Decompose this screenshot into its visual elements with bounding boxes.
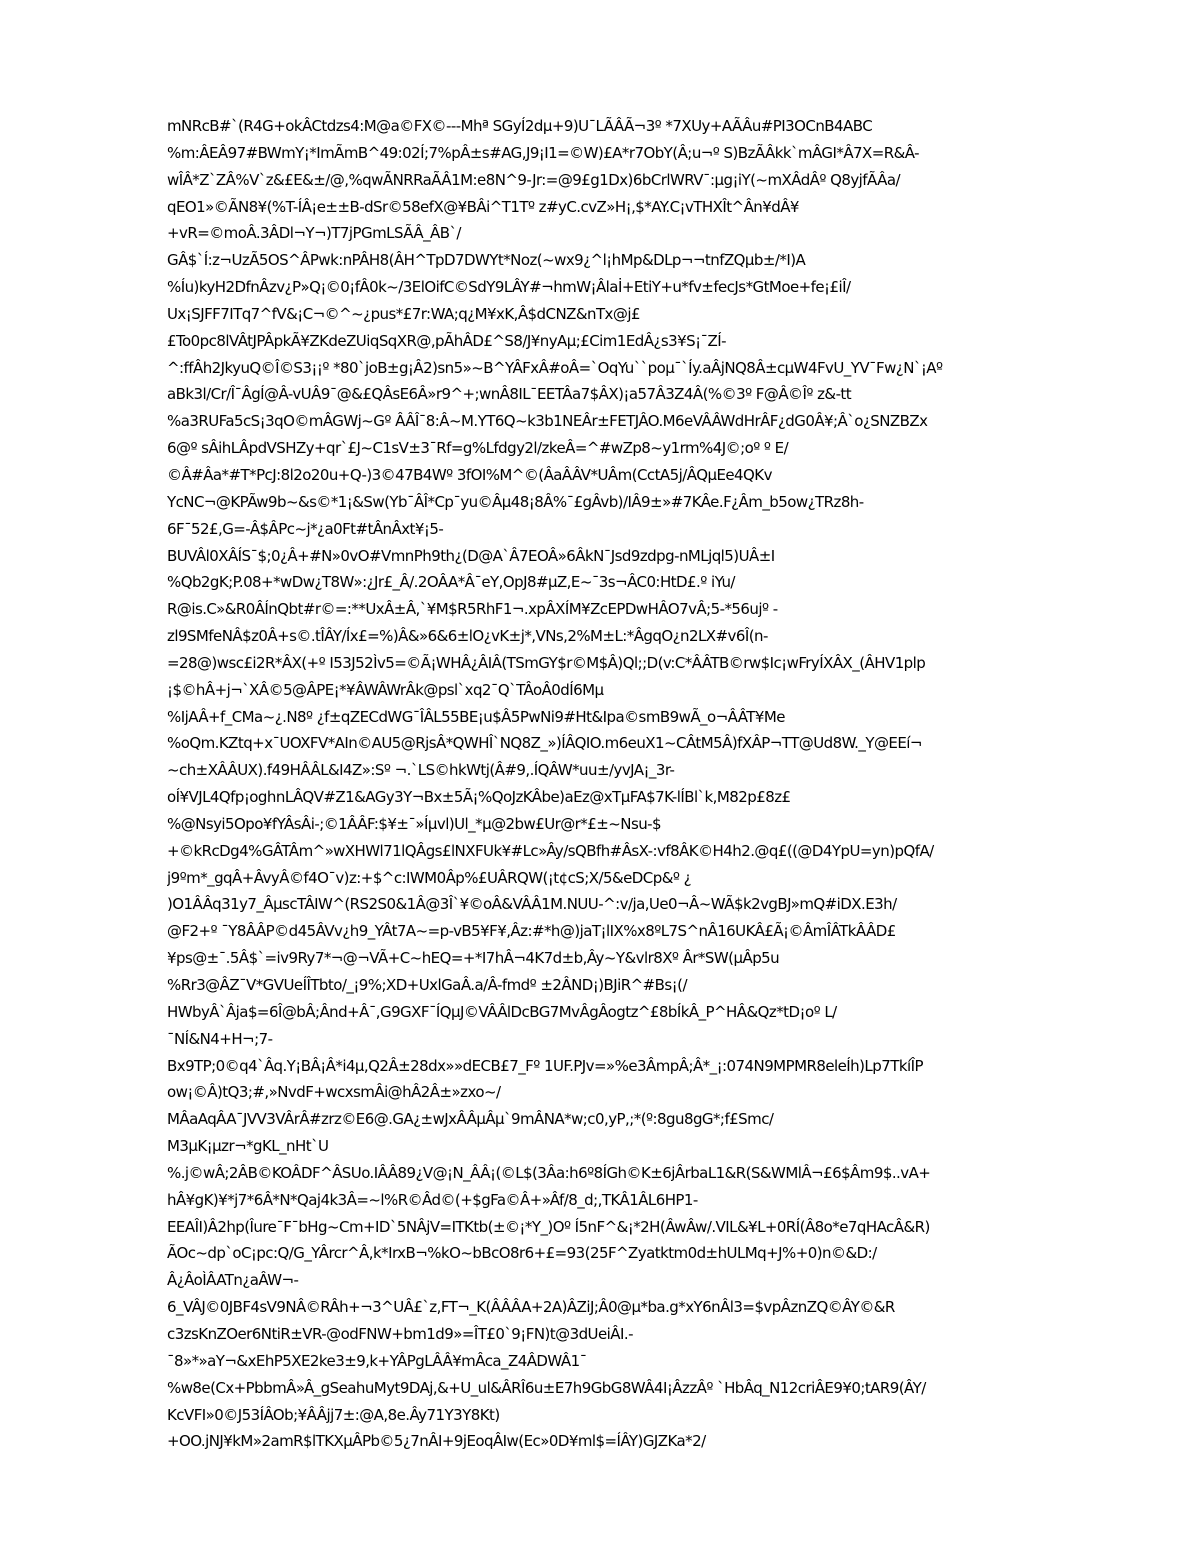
text-line: %Rr3@ÂZ¯V*GVUeÍÎTbto/_¡9%;XD+UxlGaÂ.a/Â-fmdº ±2ÂND¡)BJiR^#Bs¡(/: [167, 976, 687, 994]
text-line: ¥ps@±¯.5Â$`=iv9Ry7*¬@¬VÃ+C~hEQ=+*I7hÂ¬4K7d±b,Ây~Y&vlr8Xº Âr*SW(µÂp5u: [167, 949, 780, 968]
text-line: %a3RUFa5cS¡3qO©mÂGWj~Gº ÂÂÎ¯8:Â~M.YT6Q~k3b1NEÂr±FETJÂO.M6eVÂÂWdHrÂF¿dG0Â¥;Â`o¿SNZBZx: [167, 412, 928, 431]
text-line: hÂ¥gK)¥*j7*6Â*N*Qaj4k3Â=~l%R©Âd©(+$gFa©Â+»Âf/8_d;,TKÂ1ÂL6HP1-: [167, 1190, 698, 1209]
text-line: %oQm.KZtq+x¯UOXFV*AIn©AU5@RjsÂ*QWHÎ`NQ8Z_»)ÍÂQIO.m6euX1~CÂtM5Â)fXÂP¬TT@Ud8W._Y@EEí¬: [167, 734, 922, 753]
text-line: =28@)wsc£i2R*ÂX(+º I53J52Ìv5=©Ã¡WHÂ¿ÂIÂ(TSmGY$r©M$Â)Ql;;D(v:C*ÂÂTB©rw$Ic¡wFryÍXÂX_(ÂHV1plp: [167, 653, 926, 672]
text-line: ¯NÍ&N4+H¬;7-: [167, 1029, 273, 1048]
text-line: zl9SMfeNÂ$z0Â+s©.tÎÂY/Íx£=%)Â&»6&6±lO¿vK±j*,VNs,2%M±L:*ÂgqO¿n2LX#v6Î(n-: [167, 627, 768, 646]
text-line: ©Â#Âa*#T*PcJ:8l2o20u+Q-)3©47B4Wº 3fOI%M^©(ÂaÂÂV*UÂm(CctA5j/ÂQµEe4QKv: [167, 465, 772, 484]
text-line: +OO.jNJ¥kM»2amR$lTKXµÂPb©5¿7nÂI+9jEoqÂIw(Ec»0D¥ml$=ÍÂY)GJZKa*2/: [167, 1432, 706, 1451]
text-line: Â¿ÂoÌÂATn¿aÂW¬-: [167, 1271, 299, 1290]
text-line: ÃOc~dp`oC¡pc:Q/G_YÂrcr^Â,k*IrxB¬%kO~bBcO8r6+£=93(25F^Zyatktm0d±hULMq+J%+0)n©&D:/: [167, 1244, 877, 1263]
text-line: ¡$©hÂ+j¬`XÂ©5@ÂPE¡*¥ÂWÂWrÂk@psl`xq2¯Q`TÂoÂ0dÍ6Mµ: [167, 680, 604, 699]
text-line: R@is.C»&R0ÂÍnQbt#r©=:**UxÂ±Â,`¥M$R5RhF1¬.xpÂXÍM¥ZcEPDwHÂO7vÂ;5-*56ujº -: [167, 600, 778, 619]
text-line: %.j©wÂ;2ÂB©KOÂDF^ÂSUo.IÂÂ89¿V@¡N_ÂÂ¡(©L$(3Âa:h6º8ÍGh©K±6jÂrbaL1&R(S&WMlÂ¬£6$Âm9$..vA+: [167, 1163, 931, 1182]
text-line: EEAÎI)Â2hp(Îure¯F¯bHg~Cm+ID`5NÂjV=ITKtb(±©¡*Y_)Oº Í5nF^&¡*2H(ÂwÂw/.VIL&¥L+0RÍ(Â8o*e7qHAcÂ&R): [167, 1217, 930, 1236]
text-line: 6_VÂJ©0JBF4sV9NÂ©RÂh+¬3^UÂ£`z,FT¬_K(ÂÂÂA+2A)ÂZiJ;Â0@µ*ba.g*xY6nÂl3=$vpÂznZQ©ÂY©&R: [167, 1298, 895, 1317]
text-line: 6F¯52£,G=-Â$ÂPc~j*¿a0Ft#tÂnÂxt¥¡5-: [167, 519, 444, 538]
text-line: @F2+º ¯Y8ÂÂP©d45ÂVv¿h9_YÂt7A~=p-vB5¥F¥,Âz:#*h@)jaT¡lIX%x8ºL7S^nÂ16UKÂ£Ã¡©ÂmÎÂTkÂÂD£: [167, 922, 896, 941]
text-line: ¯8»*»aY¬&xEhP5XE2ke3±9,k+YÂPgLÂÂ¥mÂca_Z4ÂDWÂ1¯: [167, 1351, 587, 1370]
text-line: GÂ$`Í:z¬UzÃ5OS^ÂPwk:nPÂH8(ÂH^TpD7DWYt*Noz(~wx9¿^l¡hMp&DLp¬¬tnfZQµb±/*I)A: [167, 251, 806, 270]
text-line: ~ch±XÂÂUX).f49HÂÂL&I4Z»:Sº ¬.`LS©hkWtj(Â#9,.ÍQÂW*uu±/yvJA¡_3r-: [167, 761, 675, 780]
text-line: HWbyÂ`Âja$=6Î@bÂ;Ând+Â¯,G9GXF¯ÍQµJ©VÂÂlDcBG7MvÂgÂogtz^£8bÍkÂ_P^HÂ&Qz*tD¡oº L/: [167, 1002, 837, 1021]
text-line: qEO1»©ÃN8¥(%T-ÍÂ¡e±±B-dSr©58efX@¥BÂi^T1Tº z#yC.cvZ»H¡,$*AY.C¡vTHXÎt^Ân¥dÂ¥: [167, 197, 799, 216]
text-line: £To0pc8lVÂtJPÂpkÃ¥ZKdeZUiqSqXR@,pÃhÂD£^S8/J¥nyAµ;£Cim1EdÂ¿s3¥S¡¯ZÍ-: [167, 331, 726, 350]
text-line: MÂaAqÂA¯JVV3VÂrÂ#zrz©E6@.GA¿±wJxÂÂµÂµ`9mÂNA*w;c0,yP,;*(º:8gu8gG*;f£Smc/: [167, 1110, 774, 1129]
text-line: wÎÂ*Z`ZÂ%V`z&£E&±/@,%qwÃNRRaÃÂ1M:e8N^9-Jr:=@9£g1Dx)6bCrlWRV¯:µg¡iY(~mXÂdÂº Q8yjfÃÂa/: [167, 170, 901, 189]
text-line: Ux¡SJFF7ITq7^fV&¡C¬©^~¿pus*£7r:WA;q¿M¥xK,Â$dCNZ&nTx@j£: [167, 304, 640, 323]
text-line: %w8e(Cx+PbbmÂ»Â_gSeahuMyt9DAj,&+U_ul&ÂRÎ6u±E7h9GbG8WÂ4I¡ÂzzÂº `HbÂq_N12criÂE9¥0;tAR9(ÂY/: [167, 1378, 926, 1397]
document-body-text: [167, 113, 1127, 1455]
text-line: YcNC¬@KPÃw9b~&s©*1¡&Sw(Yb¯ÂÎ*Cp¯yu©Âµ48¡8Â%¯£gÂvb)/IÂ9±»#7KÂe.F¿Âm_b5ow¿TRz8h-: [167, 492, 864, 511]
text-line: j9ºm*_gqÂ+ÂvyÂ©f4O¯v)z:+$^c:IWM0Âp%£UÂRQW(¡t¢cS;X/5&eDCp&º ¿: [167, 868, 692, 887]
text-line: ^:ffÂh2JkyuQ©Î©S3¡¡º *80`joB±g¡Â2)sn5»~B^YÂFxÂ#oÂ=`OqYu``poµ¯`Íy.aÂjNQ8Â±cµW4FvU_YV¯Fw¿N`¡Aº: [167, 358, 943, 377]
text-line: BUVÂl0XÂÍS¯$;0¿Â+#N»0vO#VmnPh9th¿(D@A`Â7EOÂ»6ÂkN¯Jsd9zdpg-nMLjql5)UÂ±I: [167, 546, 775, 565]
text-line: %IjAÂ+f_CMa~¿.N8º ¿f±qZECdWG¯ÎÂL55BE¡u$Â5PwNi9#Ht&Ipa©smB9wÃ_o¬ÂÂT¥Me: [167, 707, 785, 726]
text-line: aBk3l/Cr/Î¯ÂgÍ@Â-vUÂ9¯@&£QÂsE6Â»r9^+;wnÂ8IL¯EETÂa7$ÂX)¡a57Â3Z4Â(%©3º F@Â©Îº z&-tt: [167, 385, 852, 404]
text-line: Bx9TP;0©q4`Âq.Y¡BÂ¡Â*i4µ,Q2Â±28dx»»dECB£7_Fº 1UF.PJv=»%e3ÂmpÂ;Â*_¡:074N9MPMR8eleÍh)Lp7TkíÎP: [167, 1056, 923, 1075]
text-line: +©kRcDg4%GÂTÂm^»wXHWl71lQÂgs£lNXFUk¥#Lc»Ây/sQBfh#ÂsX-:vf8ÂK©H4h2.@q£((@D4YpU=yn)pQfA/: [167, 841, 934, 860]
text-line: %m:ÂEÂ97#BWmY¡*ImÃmB^49:02Í;7%pÂ±s#AG,J9¡I1=©W)£A*r7ObY(Â;u¬º S)BzÃÂkk`mÂGI*Â7X=R&Â-: [167, 143, 920, 162]
text-line: KcVFI»0©J53ÍÂOb;¥ÂÂjj7±:@A,8e.Ây71Y3Y8Kt): [167, 1405, 500, 1424]
text-line: %@Nsyi5Opo¥fYÂsÂi-;©1ÂÂF:$¥±¯»Íµvl)Ul_*µ@2bw£Ur@r*£±~Nsu-$: [167, 814, 662, 833]
text-line: +vR=©moÂ.3ÂDl¬Y¬)T7jPGmLSÃÂ_ÂB`/: [167, 224, 461, 243]
text-line: oÍ¥VJL4Qfp¡oghnLÂQV#Z1&AGy3Y¬Bx±5Ã¡%QoJzKÂbe)aEz@xTµFA$7K-lÍBl`k,M82p£8z£: [167, 788, 791, 807]
text-line: M3µK¡µzr¬*gKL_nHt`U: [167, 1137, 329, 1156]
text-line: c3zsKnZOer6NtiR±VR-@odFNW+bm1d9»=ÎT£0`9¡FN)t@3dUeiÂI.-: [167, 1324, 633, 1343]
text-line: mNRcB#`(R4G+okÂCtdzs4:M@a©FX©---Mhª SGyÍ2dµ+9)U¯LÃÂÃ¬3º *7XUy+AÃÂu#PI3OCnB4ABC: [167, 117, 873, 135]
text-line: ow¡©Â)tQ3;#,»NvdF+wcxsmÂi@hÂ2Â±»zxo~/: [167, 1083, 501, 1102]
text-line: 6@º sÂihLÂpdVSHZy+qr`£J~C1sV±3¯Rf=g%Lfdgy2l/zkeÂ=^#wZp8~y1rm%4J©;oº º E/: [167, 439, 789, 458]
text-line: )O1ÂÂq31y7_ÂµscTÂIW^(RS2S0&1Â@3Î`¥©oÂ&VÂÂ1M.NUU-^:v/ja,Ue0¬Â~WÃ$k2vgBJ»mQ#iDX.E3h/: [167, 895, 897, 914]
text-line: %Qb2gK;P.08+*wDw¿T8W»:¿Jr£_Â/.2OÂA*Â¯eY,OpJ8#µZ,E~¯3s¬ÂC0:HtD£.º iYu/: [167, 573, 735, 592]
text-line: %Íu)kyH2DfnÂzv¿P»Q¡©0¡fÂ0k~/3ElOifC©SdY9LÂY#¬hmW¡Âlaİ+EtiY+u*fv±fecJs*GtMoe+fe¡£iÎ/: [167, 278, 851, 297]
